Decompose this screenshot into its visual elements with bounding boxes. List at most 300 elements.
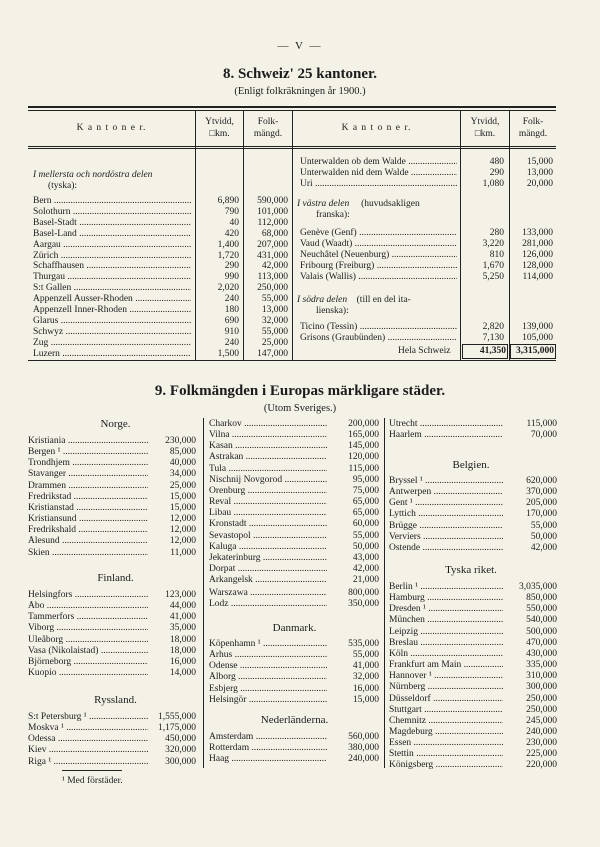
canton-row — [33, 272, 191, 283]
city-name: Frankfurt am Main ..... — [389, 660, 503, 671]
canton-pop: 590,000 — [257, 196, 288, 206]
city-name: Kiev ..... — [28, 745, 148, 756]
canton-row — [33, 338, 191, 349]
city-name: Leipzig ..... — [389, 627, 503, 638]
city-name: Stettin ..... — [389, 749, 503, 760]
city-row — [209, 650, 379, 661]
city-name: Helsingör ..... — [209, 695, 327, 706]
canton-area: 40 — [229, 217, 239, 228]
city-population: 55,000 — [530, 520, 557, 531]
canton-area: 480 — [489, 157, 504, 167]
city-row — [209, 564, 379, 575]
table8-title: 8. Schweiz' 25 kantoner. — [222, 66, 378, 82]
city-row — [28, 447, 196, 458]
city-name: Hannover ¹ ..... — [389, 671, 503, 682]
city-row — [28, 668, 196, 679]
city-row — [28, 646, 196, 657]
city-row — [209, 754, 379, 765]
city-row — [389, 727, 557, 738]
city-name: Århus ..... — [209, 650, 327, 661]
city-row — [389, 604, 557, 615]
city-population: 60,000 — [352, 519, 379, 530]
city-row — [28, 492, 196, 503]
section-finland: Finland. — [97, 572, 134, 584]
city-population: 44,000 — [169, 601, 196, 612]
city-name: Charkov ..... — [209, 419, 327, 430]
canton-area: 990 — [224, 272, 239, 283]
city-row — [28, 436, 196, 447]
city-population: 3,035,000 — [519, 582, 557, 592]
city-name: Skien ..... — [28, 548, 148, 559]
city-name: Breslau ..... — [389, 638, 503, 649]
city-population: 123,000 — [165, 590, 196, 600]
city-population: 800,000 — [348, 588, 379, 598]
city-population: 15,000 — [169, 502, 196, 513]
footnote-rule — [62, 770, 122, 771]
canton-area: 1,400 — [217, 239, 239, 250]
city-population: 225,000 — [526, 749, 557, 760]
canton-row — [33, 261, 191, 272]
city-row — [28, 623, 196, 634]
canton-pop: 281,000 — [522, 238, 553, 249]
city-name: Stuttgart ..... — [389, 705, 503, 716]
city-name: Haarlem ..... — [389, 430, 503, 441]
city-population: 240,000 — [348, 754, 379, 765]
canton-row — [300, 239, 457, 250]
city-population: 12,000 — [169, 525, 196, 536]
city-name: Kristiania ..... — [28, 436, 148, 447]
city-row — [209, 430, 379, 441]
canton-pop: 114,000 — [522, 271, 553, 282]
city-name: Bergen ¹ ..... — [28, 447, 148, 458]
city-population: 300,000 — [165, 756, 196, 767]
city-population: 40,000 — [169, 458, 196, 469]
canton-name: S:t Gallen ..... — [33, 283, 191, 294]
city-row — [389, 760, 557, 771]
total-label: Hela Schweiz — [398, 346, 451, 356]
city-name: Nischnij Novgorod ..... — [209, 475, 327, 486]
canton-area: 290 — [489, 167, 504, 178]
city-row — [209, 588, 379, 599]
canton-name: Neuchâtel (Neuenburg) ..... — [300, 250, 457, 261]
canton-row — [33, 283, 191, 294]
city-row — [28, 757, 196, 768]
header-folk-left: Folk- mängd. — [253, 117, 283, 139]
city-population: 16,000 — [352, 683, 379, 694]
city-population: 25,000 — [169, 480, 196, 491]
city-population: 14,000 — [169, 668, 196, 679]
city-population: 300,000 — [526, 682, 557, 693]
table9-title: 9. Folkmängden i Europas märkligare städer. — [154, 383, 446, 399]
city-name: Magdeburg ..... — [389, 727, 503, 738]
section-nederland: Nederländerna. — [260, 714, 329, 726]
header-kantoner-right: K a n t o n e r. — [341, 123, 412, 133]
city-name: Haag ..... — [209, 754, 327, 765]
canton-name: Appenzell Ausser-Rhoden ..... — [33, 294, 191, 305]
group-left-sub: (tyska): — [48, 181, 78, 191]
city-row — [209, 419, 379, 430]
city-population: 540,000 — [526, 615, 557, 626]
city-population: 380,000 — [348, 743, 379, 754]
city-row — [209, 732, 379, 743]
city-row — [28, 612, 196, 623]
table9-subtitle: (Utom Sveriges.) — [263, 403, 337, 414]
canton-row — [33, 305, 191, 316]
canton-area: 910 — [224, 326, 239, 337]
city-population: 41,000 — [169, 612, 196, 623]
section-ryssland: Ryssland. — [94, 694, 137, 706]
canton-pop: 126,000 — [522, 249, 553, 260]
city-name: Köpenhamn ¹ ..... — [209, 639, 327, 650]
city-population: 75,000 — [352, 485, 379, 496]
canton-pop: 112,000 — [257, 217, 288, 228]
rule-top — [28, 106, 556, 108]
city-population: 470,000 — [526, 637, 557, 648]
city-row — [389, 671, 557, 682]
city-population: 34,000 — [169, 469, 196, 480]
section-norge: Norge. — [100, 418, 131, 430]
canton-area: 1,080 — [482, 178, 504, 189]
canton-name: Zug ..... — [33, 338, 191, 349]
city-row — [209, 684, 379, 695]
group-south-title: I södra delen (till en del ita- — [297, 295, 411, 305]
city-name: Vasa (Nikolaistad) ..... — [28, 646, 148, 657]
city-row — [389, 627, 557, 638]
city-population: 335,000 — [526, 660, 557, 671]
city-population: 65,000 — [352, 508, 379, 519]
canton-row — [300, 261, 457, 272]
canton-row — [33, 251, 191, 262]
city-name: Kronstadt ..... — [209, 519, 327, 530]
canton-name: Unterwalden ob dem Walde ..... — [300, 157, 457, 168]
section-tyska: Tyska riket. — [445, 564, 497, 576]
city-population: 560,000 — [348, 732, 379, 742]
group-left-title: I mellersta och nordöstra delen — [33, 170, 153, 180]
city-row — [28, 548, 196, 559]
city-name: Rotterdam ..... — [209, 743, 327, 754]
city-row — [209, 441, 379, 452]
city-name: Orenburg ..... — [209, 486, 327, 497]
city-population: 120,000 — [348, 452, 379, 463]
city-name: Moskva ¹ ..... — [28, 723, 148, 734]
city-row — [389, 694, 557, 705]
canton-name: Basel-Land ..... — [33, 229, 191, 240]
canton-pop: 13,000 — [526, 167, 553, 178]
city-row — [28, 525, 196, 536]
city-row — [209, 464, 379, 475]
city-row — [389, 532, 557, 543]
canton-name: Schaffhausen ..... — [33, 261, 191, 272]
city-name: Arkangelsk ..... — [209, 575, 327, 586]
city-row — [209, 661, 379, 672]
city-name: Berlin ¹ ..... — [389, 582, 503, 593]
canton-row — [33, 316, 191, 327]
canton-area: 1,670 — [482, 260, 504, 271]
city-name: Kasan ..... — [209, 441, 327, 452]
canton-row — [33, 327, 191, 338]
city-name: Reval ..... — [209, 497, 327, 508]
city-row — [389, 738, 557, 749]
canton-row — [300, 322, 457, 333]
city-name: Drammen ..... — [28, 481, 148, 492]
page-number: — V — — [277, 40, 323, 52]
section-belgien: Belgien. — [452, 459, 490, 471]
city-population: 15,000 — [169, 491, 196, 502]
city-name: Libau ..... — [209, 508, 327, 519]
city-population: 245,000 — [526, 715, 557, 726]
city-population: 250,000 — [526, 693, 557, 704]
canton-pop: 15,000 — [526, 157, 553, 167]
city-row — [209, 599, 379, 610]
city-row — [28, 514, 196, 525]
city-row — [389, 487, 557, 498]
city-name: Uleåborg ..... — [28, 635, 148, 646]
city-row — [209, 486, 379, 497]
city-population: 12,000 — [169, 514, 196, 525]
city-row — [28, 503, 196, 514]
canton-area: 1,500 — [217, 348, 239, 359]
city-row — [389, 509, 557, 520]
city-row — [28, 712, 196, 723]
city-name: Utrecht ..... — [389, 419, 503, 430]
city-population: 55,000 — [352, 530, 379, 541]
canton-pop: 13,000 — [261, 305, 288, 315]
city-name: Nürnberg ..... — [389, 682, 503, 693]
city-name: Köln ..... — [389, 649, 503, 660]
city-row — [389, 649, 557, 660]
city-name: Lyttich ..... — [389, 509, 503, 520]
canton-name: Vaud (Waadt) ..... — [300, 239, 457, 250]
canton-name: Luzern ..... — [33, 349, 191, 360]
canton-area: 2,020 — [217, 283, 239, 294]
city-population: 230,000 — [165, 436, 196, 446]
canton-pop: 68,000 — [261, 228, 288, 239]
vline-cities-1 — [203, 418, 204, 768]
city-population: 500,000 — [526, 626, 557, 637]
total-area: 41,350 — [462, 344, 508, 359]
city-row — [389, 419, 557, 430]
city-name: Stavanger ..... — [28, 469, 148, 480]
city-name: Trondhjem ..... — [28, 458, 148, 469]
section-danmark: Danmark. — [272, 622, 317, 634]
city-row — [28, 469, 196, 480]
city-population: 55,000 — [352, 650, 379, 661]
city-name: Jekaterinburg ..... — [209, 553, 327, 564]
city-population: 16,000 — [169, 656, 196, 667]
canton-row — [33, 240, 191, 251]
city-name: Brügge ..... — [389, 521, 503, 532]
canton-row — [33, 229, 191, 240]
total-pop: 3,315,000 — [510, 344, 556, 359]
header-folk-right: Folk- mängd. — [518, 117, 548, 139]
header-kantoner-left: K a n t o n e r. — [76, 123, 147, 133]
city-name: Verviers ..... — [389, 532, 503, 543]
city-population: 145,000 — [348, 441, 379, 452]
city-row — [209, 508, 379, 519]
city-population: 310,000 — [526, 671, 557, 682]
canton-name: Basel-Stadt ..... — [33, 218, 191, 229]
city-name: Odessa ..... — [28, 734, 148, 745]
city-population: 43,000 — [352, 552, 379, 563]
canton-pop: 250,000 — [257, 283, 288, 294]
canton-row — [300, 228, 457, 239]
city-population: 320,000 — [165, 745, 196, 756]
canton-row — [33, 218, 191, 229]
footnote: ¹ Med förstäder. — [62, 776, 123, 786]
canton-name: Bern ..... — [33, 196, 191, 207]
canton-name: Uri ..... — [300, 179, 457, 190]
city-name: Kuopio ..... — [28, 668, 148, 679]
city-row — [209, 531, 379, 542]
canton-name: Thurgau ..... — [33, 272, 191, 283]
city-population: 42,000 — [530, 542, 557, 553]
canton-row — [33, 349, 191, 360]
canton-area: 7,130 — [482, 332, 504, 343]
canton-area: 690 — [224, 315, 239, 326]
city-name: Sevastopol ..... — [209, 531, 327, 542]
canton-pop: 101,000 — [257, 206, 288, 217]
city-row — [389, 430, 557, 441]
city-row — [389, 705, 557, 716]
vline-cities-2 — [384, 418, 385, 768]
city-name: Fredrikstad ..... — [28, 492, 148, 503]
city-row — [389, 543, 557, 554]
city-name: Antwerpen ..... — [389, 487, 503, 498]
city-name: Odense ..... — [209, 661, 327, 672]
city-population: 50,000 — [352, 541, 379, 552]
city-name: Kristiansund ..... — [28, 514, 148, 525]
city-population: 850,000 — [526, 593, 557, 604]
city-population: 41,000 — [352, 661, 379, 672]
city-population: 70,000 — [530, 430, 557, 441]
canton-area: 180 — [224, 305, 239, 315]
city-population: 535,000 — [348, 639, 379, 649]
canton-row — [300, 179, 457, 190]
canton-name: Ticino (Tessin) ..... — [300, 322, 457, 333]
city-name: Lodz ..... — [209, 599, 327, 610]
canton-area: 280 — [489, 228, 504, 238]
city-name: Chemnitz ..... — [389, 716, 503, 727]
city-population: 21,000 — [352, 575, 379, 586]
canton-name: Valais (Wallis) ..... — [300, 272, 457, 283]
city-row — [389, 682, 557, 693]
canton-name: Glarus ..... — [33, 316, 191, 327]
city-population: 1,555,000 — [158, 712, 196, 722]
city-name: Dorpat ..... — [209, 564, 327, 575]
city-name: Ostende ..... — [389, 543, 503, 554]
city-name: Ålborg ..... — [209, 672, 327, 683]
city-name: Kristianstad ..... — [28, 503, 148, 514]
canton-pop: 20,000 — [526, 178, 553, 189]
city-population: 620,000 — [526, 476, 557, 486]
canton-area: 810 — [489, 249, 504, 260]
city-name: Kaluga ..... — [209, 542, 327, 553]
city-population: 450,000 — [165, 734, 196, 745]
city-name: Esbjerg ..... — [209, 684, 327, 695]
canton-area: 6,890 — [217, 196, 239, 206]
city-row — [389, 521, 557, 532]
city-population: 240,000 — [526, 726, 557, 737]
city-row — [209, 575, 379, 586]
canton-area: 1,720 — [217, 250, 239, 261]
city-row — [389, 615, 557, 626]
city-population: 165,000 — [348, 430, 379, 441]
city-population: 200,000 — [348, 419, 379, 429]
city-name: Björneborg ..... — [28, 657, 148, 668]
canton-row — [300, 333, 457, 344]
city-name: Hamburg ..... — [389, 593, 503, 604]
city-population: 430,000 — [526, 648, 557, 659]
canton-row — [33, 196, 191, 207]
table8-subtitle: (Enligt folkräkningen år 1900.) — [234, 86, 366, 97]
canton-pop: 147,000 — [257, 348, 288, 359]
city-row — [28, 458, 196, 469]
city-population: 550,000 — [526, 604, 557, 615]
city-row — [28, 635, 196, 646]
city-row — [209, 553, 379, 564]
city-name: Riga ¹ ..... — [28, 757, 148, 768]
city-row — [209, 672, 379, 683]
canton-row — [300, 157, 457, 168]
canton-pop: 128,000 — [522, 260, 553, 271]
city-population: 220,000 — [526, 760, 557, 771]
canton-pop: 55,000 — [261, 294, 288, 305]
canton-name: Aargau ..... — [33, 240, 191, 251]
city-name: Königsberg ..... — [389, 760, 503, 771]
canton-pop: 25,000 — [261, 337, 288, 348]
city-row — [389, 638, 557, 649]
city-row — [389, 582, 557, 593]
city-population: 35,000 — [169, 623, 196, 634]
city-name: Bryssel ¹ ..... — [389, 476, 503, 487]
city-row — [209, 639, 379, 650]
city-name: Gent ¹ ..... — [389, 498, 503, 509]
canton-pop: 207,000 — [257, 239, 288, 250]
city-name: Helsingfors ..... — [28, 590, 148, 601]
city-row — [28, 723, 196, 734]
city-name: Vilna ..... — [209, 430, 327, 441]
rule-bottom — [28, 360, 556, 361]
city-row — [28, 734, 196, 745]
city-population: 42,000 — [352, 563, 379, 574]
city-row — [209, 475, 379, 486]
city-row — [389, 476, 557, 487]
city-row — [209, 743, 379, 754]
city-row — [28, 536, 196, 547]
city-name: Dresden ¹ ..... — [389, 604, 503, 615]
canton-pop: 32,000 — [261, 315, 288, 326]
city-population: 170,000 — [526, 509, 557, 520]
city-row — [389, 593, 557, 604]
city-row — [389, 716, 557, 727]
canton-name: Solothurn ..... — [33, 207, 191, 218]
city-row — [28, 601, 196, 612]
canton-name: Zürich ..... — [33, 251, 191, 262]
city-name: Düsseldorf ..... — [389, 694, 503, 705]
city-row — [28, 590, 196, 601]
canton-name: Schwyz ..... — [33, 327, 191, 338]
city-population: 12,000 — [169, 536, 196, 547]
canton-area: 290 — [224, 261, 239, 272]
canton-name: Unterwalden nid dem Walde ..... — [300, 168, 457, 179]
canton-row — [300, 250, 457, 261]
header-ytvidd-right: Ytvidd, □km. — [470, 117, 500, 139]
city-population: 1,175,000 — [158, 723, 196, 734]
city-row — [209, 497, 379, 508]
city-name: Warszawa ..... — [209, 588, 327, 599]
city-population: 370,000 — [526, 487, 557, 498]
canton-area: 5,250 — [482, 271, 504, 282]
